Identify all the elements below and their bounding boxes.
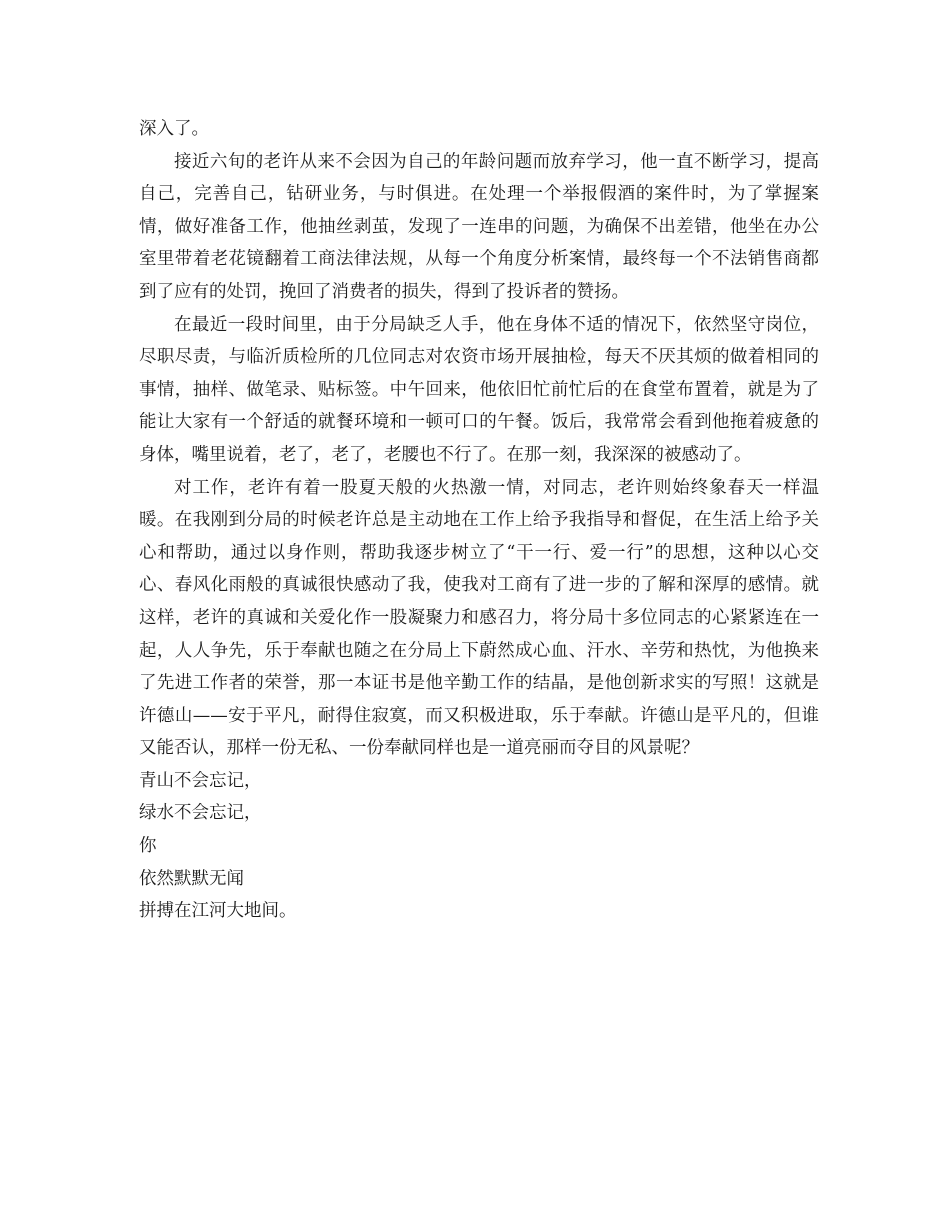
poem-line-1: 青山不会忘记， [139, 770, 262, 791]
poem-line-3: 你 [139, 836, 157, 857]
paragraph-study: 接近六旬的老许从来不会因为自己的年龄问题而放弃学习，他一直不断学习，提高自己，完善自己，钻研业务，与时俱进。在处理一个举报假酒的案件时，为了掌握案情，做好准备工作，他抽丝剥茧，发现了一连串的问题，为确保不出差错，他坐在办公室里带着老花镜翻着工商法律法规，从每一个角度分析案情，最终每一个不法销售商都到了应有的处罚，挽回了消费者的损失，得到了投诉者的赞扬。 [139, 151, 819, 302]
paragraph-dedication: 在最近一段时间里，由于分局缺乏人手，他在身体不适的情况下，依然坚守岗位，尽职尽责，与临沂质检所的几位同志对农资市场开展抽检，每天不厌其烦的做着相同的事情，抽样、做笔录、贴标签。中午回来，他依旧忙前忙后的在食堂布置着，就是为了能让大家有一个舒适的就餐环境和一顿可口的午餐。饭后，我常常会看到他拖着疲惫的身体，嘴里说着，老了，老了，老腰也不行了。在那一刻，我深深的被感动了。 [139, 314, 819, 465]
poem-line-5: 拼搏在江河大地间。 [139, 901, 297, 922]
document-body [139, 113, 819, 928]
poem-line-2: 绿水不会忘记， [139, 803, 262, 824]
paragraph-warmth: 对工作，老许有着一股夏天般的火热激一情，对同志，老许则始终象春天一样温暖。在我刚到分局的时候老许总是主动地在工作上给予我指导和督促，在生活上给予关心和帮助，通过以身作则，帮助我逐步树立了“干一行、爱一行”的思想，这种以心交心、春风化雨般的真诚很快感动了我，使我对工商有了进一步的了解和深厚的感情。就这样，老许的真诚和关爱化作一股凝聚力和感召力，将分局十多位同志的心紧紧连在一起，人人争先，乐于奉献也随之在分局上下蔚然成心血、汗水、辛劳和热忱，为他换来了先进工作者的荣誉，那一本证书是他辛勤工作的结晶，是他创新求实的写照！这就是许德山——安于平凡，耐得住寂寞，而又积极进取，乐于奉献。许德山是平凡的，但谁又能否认，那样一份无私、一份奉献同样也是一道亮丽而夺目的风景呢？ [139, 477, 819, 759]
paragraph-continuation: 深入了。 [139, 119, 209, 139]
poem-line-4: 依然默默无闻 [139, 868, 244, 889]
